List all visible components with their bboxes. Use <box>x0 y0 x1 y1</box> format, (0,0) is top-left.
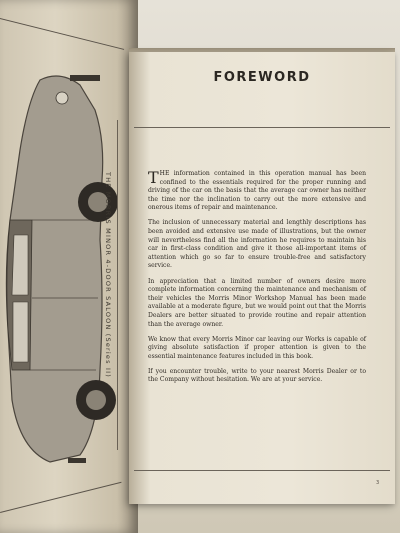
left-page <box>0 0 138 533</box>
top-rule <box>134 127 390 128</box>
foreword-body <box>148 170 366 392</box>
paragraph-3: In appreciation that a limited number of owners desire more complete information concerning the maintenance and mechanism of their vehicles the Morris Minor Workshop Manual has been made available at a moderate figure, but we would point out that the Morris Dealers are better situated to provide routine and repair attention than the average owner. <box>148 277 366 328</box>
paragraph-text: HE information contained in this operation manual has been confined to the essentials required for the proper running and driving of the car on the basis that the average car owner has neither the time nor the inclination to carry out the more extensive and onerous items of repair and maintenance. <box>148 170 366 212</box>
caption-rule <box>117 120 118 450</box>
page-number: 3 <box>376 480 380 486</box>
bottom-rule <box>134 470 390 471</box>
page-title: FOREWORD <box>213 70 311 85</box>
paragraph-2: The inclusion of unnecessary material and lengthly descriptions has been avoided and extensive use made of illustrations, but the owner will nevertheless find all the information he requires to maintain his car in first-class condition and give it those all-important items of attention which go so far to ensure trouble-free and satisfactory service. <box>148 219 366 270</box>
paragraph-1 <box>148 170 366 213</box>
drop-cap: T <box>148 168 159 187</box>
left-page-bottom-rule <box>0 482 122 513</box>
car-caption: THE MORRIS MINOR 4-DOOR SALOON (Series II) <box>104 172 112 378</box>
paragraph-5: If you encounter trouble, write to your nearest Morris Dealer or to the Company without hesitation. We are at your service. <box>148 367 366 384</box>
paragraph-4: We know that every Morris Minor car leaving our Works is capable of giving absolute satisfaction if proper attention is given to the essential maintenance features included in this book. <box>148 335 366 360</box>
left-page-top-rule <box>0 18 124 50</box>
